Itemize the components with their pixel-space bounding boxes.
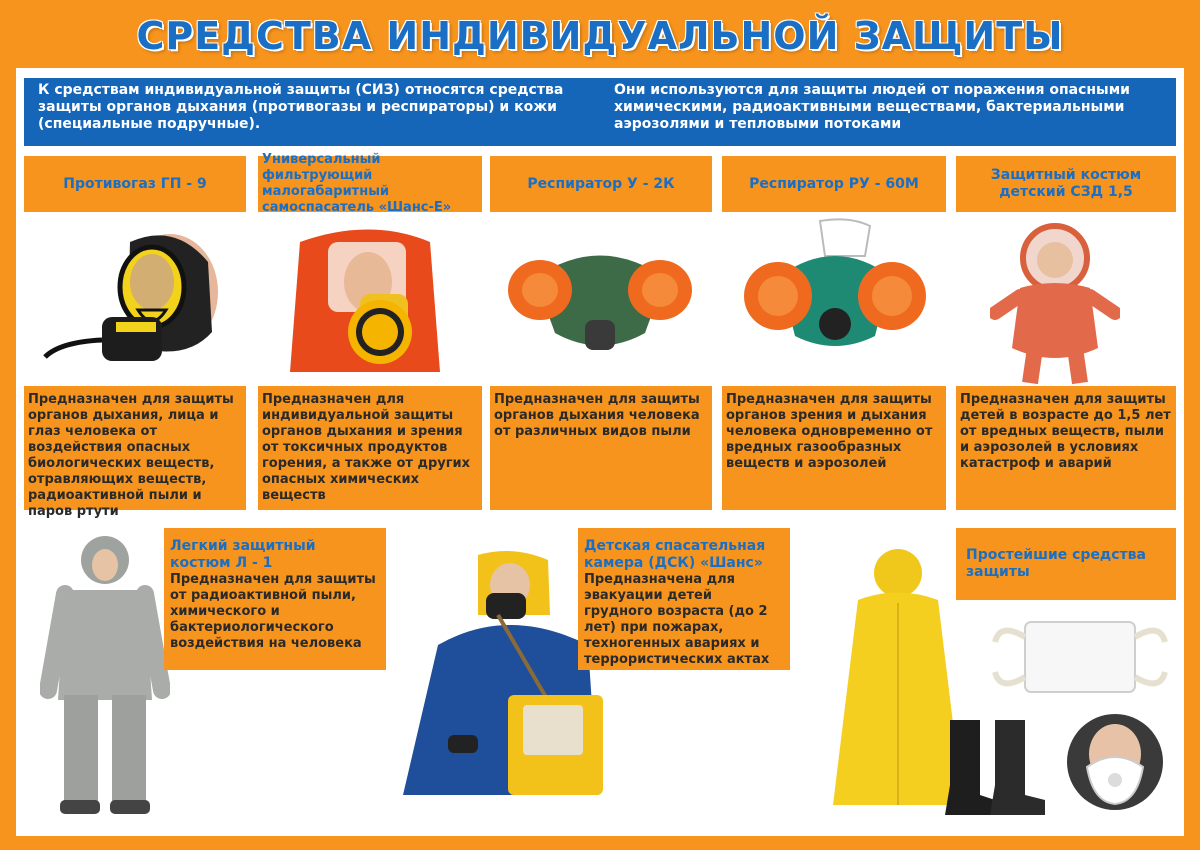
child-protective-suit-icon (990, 218, 1120, 386)
poster-title: СРЕДСТВА ИНДИВИДУАЛЬНОЙ ЗАЩИТЫ (136, 14, 1064, 58)
suit-l1-desc: Предназначен для защиты от радиоактивной пыли, химического и бактериологического воздействия на человека (170, 572, 376, 651)
suit-l1-title: Легкий защитный костюм Л - 1 (170, 538, 316, 571)
gas-mask-gp9-icon (40, 222, 230, 372)
intro-banner (24, 78, 1176, 146)
rescue-chamber-card (578, 528, 790, 670)
child-rescue-chamber-icon (398, 545, 608, 825)
item-5-title: Защитный костюм детский СЗД 1,5 (956, 156, 1176, 212)
dust-mask-icon (1065, 712, 1165, 812)
item-5-desc: Предназначен для защиты детей в возрасте до 1,5 лет от вредных веществ, пыли и аэрозолей в условиях катастроф и аварий (956, 386, 1176, 510)
respirator-u2k-icon (505, 238, 695, 358)
rescue-chamber-desc: Предназначена для эвакуации детей грудного возраста (до 2 лет) при пожарах, техногенных авариях и террористических актах (584, 572, 770, 667)
item-3-desc: Предназначен для защиты органов дыхания человека от различных видов пыли (490, 386, 712, 510)
simple-means-title: Простейшие средства защиты (956, 528, 1176, 600)
rubber-boots-icon (940, 715, 1050, 820)
gauze-bandage-icon (990, 612, 1170, 702)
suit-l1-card (164, 528, 386, 670)
item-1-title: Противогаз ГП - 9 (24, 156, 246, 212)
item-1-desc: Предназначен для защиты органов дыхания, лица и глаз человека от воздействия опасных биологических веществ, отравляющих веществ, радиоактивной пыли и паров ртути (24, 386, 246, 510)
item-4-desc: Предназначен для защиты органов зрения и дыхания человека одновременно от вредных газообразных веществ и аэрозолей (722, 386, 946, 510)
item-3-title: Респиратор У - 2К (490, 156, 712, 212)
intro-left-text: К средствам индивидуальной защиты (СИЗ) относятся средства защиты органов дыхания (противогазы и респираторы) и кожи (специальные подручные). (38, 82, 564, 132)
item-4-title: Респиратор РУ - 60М (722, 156, 946, 212)
item-2-desc: Предназначен для индивидуальной защиты органов дыхания и зрения от токсичных продуктов горения, а также от других опасных химических веществ (258, 386, 482, 510)
intro-right-text: Они используются для защиты людей от поражения опасными химическими, радиоактивными веществами, бактериальными аэрозолями и тепловыми потоками (614, 82, 1130, 132)
respirator-ru60m-icon (740, 216, 930, 366)
protective-suit-l1-icon (40, 530, 170, 820)
escape-hood-shans-icon (280, 222, 460, 372)
rescue-chamber-title: Детская спасательная камера (ДСК) «Шанс» (584, 538, 766, 571)
item-2-title: Универсальный фильтрующий малогабаритный самоспасатель «Шанс-Е» (258, 156, 482, 212)
